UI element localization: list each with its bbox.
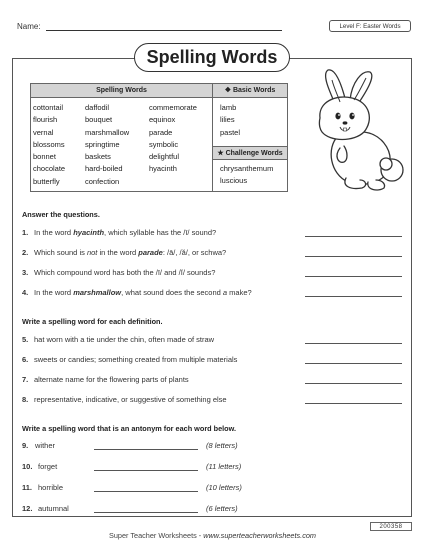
spelling-words-list [31,98,213,191]
spelling-column-2 [85,102,149,188]
question-8: 8. representative, indicative, or suggestive of something else [22,395,227,404]
answer-line[interactable] [305,343,402,344]
name-label: Name: [17,22,41,31]
letter-hint: (11 letters) [206,462,242,471]
question-5: 5. hat worn with a tie under the chin, often made of straw [22,335,215,344]
spelling-word: hard-boiled [85,164,123,174]
spelling-word: butterfly [33,176,60,186]
answer-line[interactable] [305,296,402,297]
spelling-words-header: Spelling Words [31,84,213,97]
page-title: Spelling Words [134,43,290,72]
answer-line[interactable] [305,383,402,384]
question-number: 5. [22,335,29,344]
answer-line[interactable] [305,256,402,257]
footer-text: Super Teacher Worksheets - [109,531,204,540]
worksheet-code: 200358 [370,522,412,531]
question-4: 4. In the word marshmallow, what sound does the second a make? [22,288,252,297]
name-field[interactable] [46,30,282,31]
spelling-column-1 [33,102,85,188]
spelling-word: commemorate [149,103,197,112]
spelling-word: springtime [85,139,120,149]
question-2: 2. Which sound is not in the word parade: /ā/, /ă/, or schwa? [22,248,227,257]
question-3: 3. Which compound word has both the /ī/ and /ĭ/ sounds? [22,268,216,277]
spelling-word: bouquet [85,115,113,125]
spelling-word: marshmallow [85,127,130,137]
challenge-word: chrysanthemum [220,164,274,173]
spelling-word: delightful [149,152,180,162]
challenge-word: luscious [220,176,248,186]
question-number: 9. [22,441,29,450]
question-7: 7. alternate name for the flowering parts of plants [22,375,189,384]
question-6: 6. sweets or candies; something created from multiple materials [22,355,238,364]
question-number: 1. [22,228,29,237]
spelling-word: flourish [33,115,58,125]
spelling-word: bonnet [33,152,56,162]
answer-line[interactable] [94,470,198,471]
footer-link[interactable]: www.superteacherworksheets.com [203,531,316,540]
footer [0,531,425,540]
spelling-word: confection [85,176,120,186]
basic-word: lilies [220,115,235,125]
spelling-word: baskets [85,152,111,162]
basic-word: pastel [220,127,241,137]
question-number: 10. [22,462,33,471]
spelling-word: parade [149,127,173,137]
answer-line[interactable] [305,236,402,237]
question-number: 6. [22,355,29,364]
basic-word: lamb [220,103,237,112]
level-badge: Level F: Easter Words [329,20,411,32]
spelling-word: chocolate [33,164,66,174]
challenge-words-header: ★ Challenge Words [213,146,287,160]
letter-hint: (6 letters) [206,504,238,513]
answer-line[interactable] [94,491,198,492]
spelling-word: daffodil [85,103,110,112]
section-heading: Answer the questions. [22,210,100,219]
question-number: 12. [22,504,33,513]
question-number: 7. [22,375,29,384]
challenge-words-list [213,160,287,191]
answer-line[interactable] [94,449,198,450]
question-1: 1. In the word hyacinth, which syllable has the /ī/ sound? [22,228,217,237]
question-number: 3. [22,268,29,277]
antonym-word: wither [35,441,56,450]
answer-line[interactable] [305,403,402,404]
answer-line[interactable] [94,512,198,513]
question-number: 8. [22,395,29,404]
word-box-header [31,84,287,98]
answer-line[interactable] [305,363,402,364]
antonym-word: autumnal [38,504,69,513]
spelling-column-3 [149,102,211,188]
antonym-word: horrible [38,483,64,492]
bunny-illustration [306,66,408,196]
antonym-word: forget [38,462,58,471]
answer-line[interactable] [305,276,402,277]
spelling-word: hyacinth [149,164,177,174]
letter-hint: (10 letters) [206,483,242,492]
spelling-word: symbolic [149,139,179,149]
question-number: 4. [22,288,29,297]
question-number: 11. [22,483,33,492]
spelling-word: blossoms [33,139,65,149]
spelling-word: cottontail [33,103,64,112]
letter-hint: (8 letters) [206,441,238,450]
spelling-word: equinox [149,115,176,125]
section-heading: Write a spelling word that is an antonym for each word below. [22,424,237,433]
basic-words-list [213,98,287,146]
basic-words-header: ❖ Basic Words [224,87,276,94]
spelling-word: vernal [33,127,54,137]
section-heading: Write a spelling word for each definition. [22,317,163,326]
word-list-box [30,83,288,192]
question-number: 2. [22,248,29,257]
